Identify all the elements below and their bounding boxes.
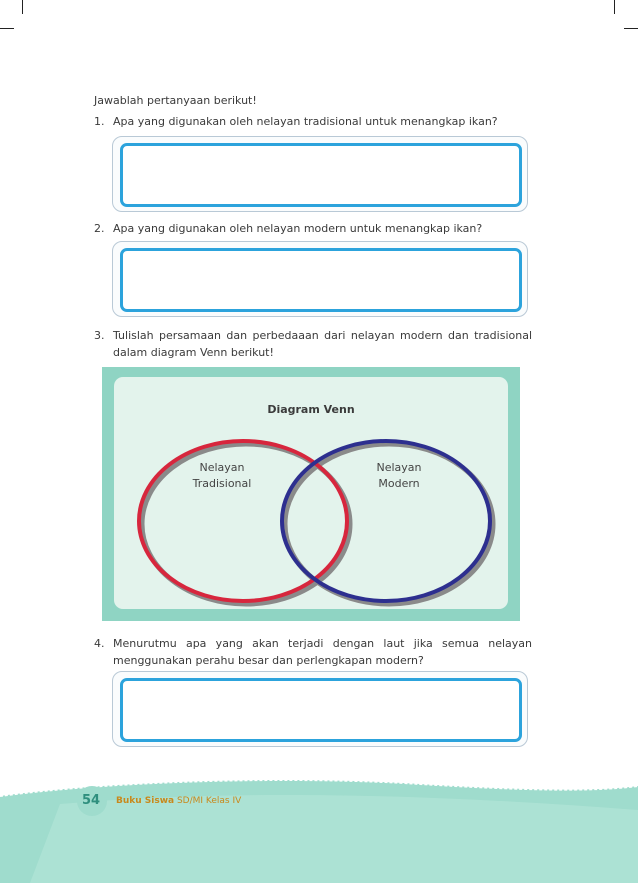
- question-number: 3.: [94, 329, 105, 342]
- footer-wave: [0, 770, 638, 883]
- question-3: [94, 327, 532, 361]
- venn-diagram-panel: [102, 367, 520, 621]
- crop-mark: [22, 0, 23, 14]
- question-number: 2.: [94, 222, 105, 235]
- crop-mark: [614, 0, 615, 14]
- question-1: [94, 113, 532, 130]
- question-text: Apa yang digunakan oleh nelayan tradisional untuk menangkap ikan?: [113, 115, 498, 128]
- question-text: Tulislah persamaan dan perbedaaan dari nelayan modern dan tradisional dalam diagram Venn berikut!: [113, 329, 532, 359]
- question-4: [94, 635, 532, 669]
- question-text: Menurutmu apa yang akan terjadi dengan laut jika semua nelayan menggunakan perahu besar dan perlengkapan modern?: [113, 637, 532, 667]
- answer-field[interactable]: [120, 248, 522, 312]
- traditional-label-line1: Nelayan: [199, 461, 245, 474]
- answer-field[interactable]: [120, 143, 522, 207]
- instruction-text: Jawablah pertanyaan berikut!: [94, 94, 257, 107]
- book-title-bold: Buku Siswa: [116, 796, 175, 806]
- answer-field[interactable]: [120, 678, 522, 742]
- answer-box-1[interactable]: [112, 136, 530, 214]
- question-number: 4.: [94, 637, 105, 650]
- question-number: 1.: [94, 115, 105, 128]
- answer-box-2[interactable]: [112, 241, 530, 319]
- book-title: [116, 796, 241, 806]
- traditional-label: [177, 460, 267, 492]
- traditional-label-line2: Tradisional: [192, 477, 252, 490]
- question-text: Apa yang digunakan oleh nelayan modern untuk menangkap ikan?: [113, 222, 483, 235]
- venn-diagram-area: [114, 377, 508, 609]
- page-number: 54: [82, 793, 101, 808]
- modern-label: [354, 460, 444, 492]
- venn-circles: [114, 377, 508, 609]
- modern-label-line1: Nelayan: [376, 461, 422, 474]
- venn-title: Diagram Venn: [267, 403, 355, 416]
- crop-mark: [624, 28, 638, 29]
- book-title-rest: SD/MI Kelas IV: [174, 796, 242, 806]
- crop-mark: [0, 28, 14, 29]
- modern-label-line2: Modern: [378, 477, 420, 490]
- question-2: [94, 220, 532, 237]
- answer-box-4[interactable]: [112, 671, 530, 749]
